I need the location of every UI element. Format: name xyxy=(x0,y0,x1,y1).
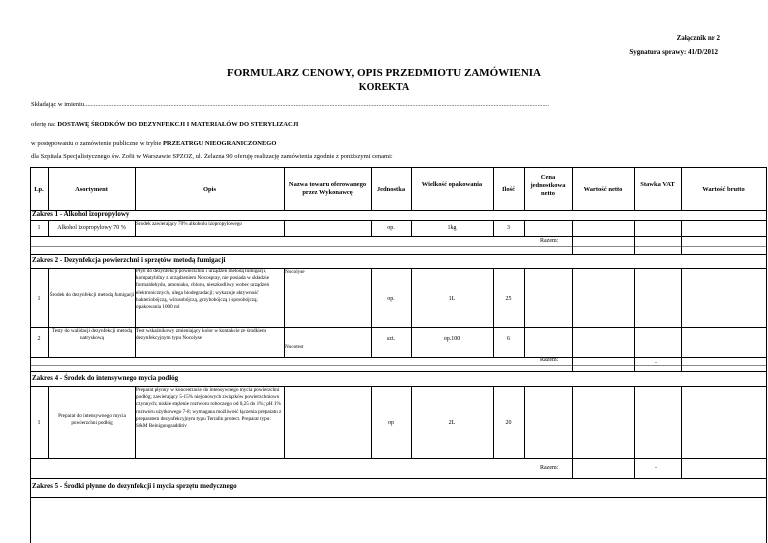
col-wartosc-brutto: Wartość brutto xyxy=(702,186,745,193)
row-nazwa: Nocolyse xyxy=(285,269,305,275)
row-asortyment: Testy do walidacji dezynfekcji metodą natryskową xyxy=(51,328,132,342)
section-title-zakres-2: Zakres 2 - Dezynfekcja powierzchni i sprzętów metodą fumigacji xyxy=(32,256,226,264)
col-wielkosc: Wielkość opakowania xyxy=(421,181,483,188)
section-title-zakres-1: Zakres 1 - Alkohol izopropylowy xyxy=(32,210,130,218)
col-lp: Lp. xyxy=(34,186,44,193)
col-ilosc: Ilość xyxy=(502,186,515,193)
row-opis: Test wskaźnikowy zmieniający kolor w kontakcie ze środkiem dezynfekcyjnym typu Nocolyse xyxy=(136,328,267,342)
row-lp: 1 xyxy=(37,420,41,426)
row-wielkosc: 2L xyxy=(448,420,456,426)
row-nazwa: Nocotest xyxy=(285,344,304,350)
row-lp: 1 xyxy=(37,225,41,231)
row-ilosc: 6 xyxy=(507,336,510,342)
row-wielkosc: 1L xyxy=(448,296,456,302)
row-opis: Preparat płynny w koncentracie do intensywnego mycia powierzchni podłóg; zawierający 5-15% niejonowych związków powierzchniowo czynnych; niskie stężenie roztworu roboczego od 0,25 do 1%; pH 1% roztworu użytkowego 7-8; wymagana możliwość łączenia preparatu z preparatem dezynfekcyjnym typu Terralin protect. Preparat typu: S&M Reinigungsadditiv xyxy=(136,387,282,430)
razem-value: - xyxy=(655,465,657,471)
razem-label: Razem: xyxy=(540,357,559,363)
row-ilosc: 25 xyxy=(505,296,512,302)
row-ilosc: 3 xyxy=(507,225,510,231)
row-jednostka: op. xyxy=(387,225,395,231)
row-ilosc: 20 xyxy=(505,420,512,426)
row-jednostka: op. xyxy=(387,296,395,302)
col-wartosc-netto: Wartość netto xyxy=(583,186,623,193)
row-opis: Płyn do dezynfekcji powierzchni i urządzeń metodą fumigacji, kompatybilny z urządzeniem Nocospray, nie posiada w składzie formaldehydu, amoniaku, chloru, nieszkodliwy wobec urządzeń elektronicznych, ulega biodegradacji; wykazuje aktywność bakteriobójczą, wirusobójczą, grzybobójczą i sporobójczą; opakowania 1000 ml xyxy=(136,268,270,311)
col-nazwa: Nazwa towaru oferowanego przez Wykonawcę xyxy=(288,181,367,196)
intro-line-procedure xyxy=(31,140,276,147)
attachment-label: Załącznik nr 2 xyxy=(676,34,720,42)
row-wielkosc: op.100 xyxy=(443,336,461,342)
row-asortyment: Środek do dezynfekcji metodą fumigacji xyxy=(49,292,135,298)
procedure-mode: PRZEATRGU NIEOGRANICZONEGO xyxy=(162,140,277,147)
offer-subject: DOSTAWĘ ŚRODKÓW DO DEZYNFEKCJI I MATERIAŁÓW DO STERYLIZACJI xyxy=(57,121,299,128)
row-lp: 2 xyxy=(37,336,41,342)
col-jednostka: Jednostka xyxy=(376,186,406,193)
row-asortyment: Alkohol izopropylowy 70 % xyxy=(57,225,126,231)
page-title: FORMULARZ CENOWY, OPIS PRZEDMIOTU ZAMÓWIENIA xyxy=(226,67,542,79)
row-lp: 1 xyxy=(37,296,41,302)
case-signature: Sygnatura sprawy: 41/D/2012 xyxy=(629,48,718,56)
razem-value: - xyxy=(655,360,657,366)
row-wielkosc: 1kg xyxy=(447,225,457,231)
intro-line-applicant: Składając w imieniu.............................................................................................................................................................................................................................................................................................. xyxy=(31,101,549,108)
intro-line-hospital: dla Szpitala Specjalistycznego św. Zofii w Warszawie SPZOZ, ul. Żelazna 90 oferuję realizację zamówienia zgodnie z poniższymi cenami: xyxy=(31,153,393,160)
col-opis: Opis xyxy=(202,186,216,193)
col-asortyment: Asortyment xyxy=(75,186,108,193)
razem-label: Razem: xyxy=(540,238,559,244)
row-jednostka: szt. xyxy=(386,336,396,342)
col-cena: Cena jednostkowa netto xyxy=(530,174,566,197)
col-stawka-vat: Stawka VAT xyxy=(640,181,675,188)
row-asortyment: Preparat do intensywnego mycia powierzchni podłóg xyxy=(58,413,126,427)
row-opis: Środek zawierający 70% alkoholu izopropylowego xyxy=(136,221,243,227)
offer-prefix: ofertę na: xyxy=(31,121,56,128)
section-title-zakres-4: Zakres 4 - Środek do intensywnego mycia podłóg xyxy=(32,374,179,382)
section-title-zakres-5: Zakres 5 - Środki płynne do dezynfekcji i mycia sprzętu medycznego xyxy=(32,482,237,490)
intro-line-offer xyxy=(31,121,298,128)
page-subtitle: KOREKTA xyxy=(358,82,410,93)
razem-label: Razem: xyxy=(540,465,559,471)
row-jednostka: op xyxy=(388,420,394,426)
procedure-prefix: w postępowaniu o zamówienie publiczne w trybie xyxy=(31,140,162,147)
